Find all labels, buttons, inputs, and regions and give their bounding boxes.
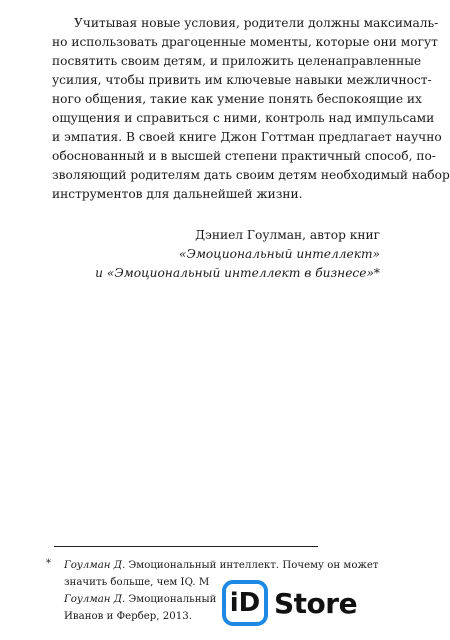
footnote-author: Гоулман Д.: [64, 594, 126, 605]
footnote-marker: *: [46, 558, 51, 569]
id-logo-icon: iD: [222, 580, 268, 626]
body-line: Учитывая новые условия, родители должны максималь-: [74, 16, 439, 30]
signature-author: Дэниел Гоулман, автор книг: [195, 228, 380, 242]
signature-book-title-2: и «Эмоциональный интеллект в бизнесе»*: [95, 266, 380, 280]
footnote-author: Гоулман Д.: [64, 560, 126, 571]
footnote-text: Эмоциональный интеллект. Почему он может: [125, 560, 379, 571]
watermark-brand-text: Store: [274, 586, 358, 620]
footnote-line: [50, 557, 380, 574]
signature-block: [95, 226, 380, 283]
body-line: инструментов для дальнейшей жизни.: [52, 187, 303, 201]
body-line: ощущения и справиться с ними, контроль над импульсами: [52, 111, 435, 125]
footnote-line: Иванов и Фербер, 2013.: [64, 611, 192, 622]
footnote-line: значить больше, чем IQ. М: [64, 577, 210, 588]
body-line: усилия, чтобы привить им ключевые навыки межличност-: [52, 73, 432, 87]
body-line: зволяющий родителям дать своим детям необходимый набор: [52, 168, 450, 182]
idstore-watermark-logo: [222, 578, 392, 628]
body-text: [52, 14, 450, 204]
body-line: но использовать драгоценные моменты, которые они могут: [52, 35, 438, 49]
body-line: ного общения, такие как умение понять беспокоящие их: [52, 92, 422, 106]
body-line: обоснованный и в высшей степени практичный способ, по-: [52, 149, 436, 163]
signature-book-title: «Эмоциональный интеллект»: [179, 247, 380, 261]
body-line: посвятить своим детям, и приложить целенаправленные: [52, 54, 422, 68]
footnote-divider: [54, 546, 318, 547]
body-line: и эмпатия. В своей книге Джон Готтман предлагает научно: [52, 130, 442, 144]
footnote-text: Эмоциональный: [125, 594, 217, 605]
